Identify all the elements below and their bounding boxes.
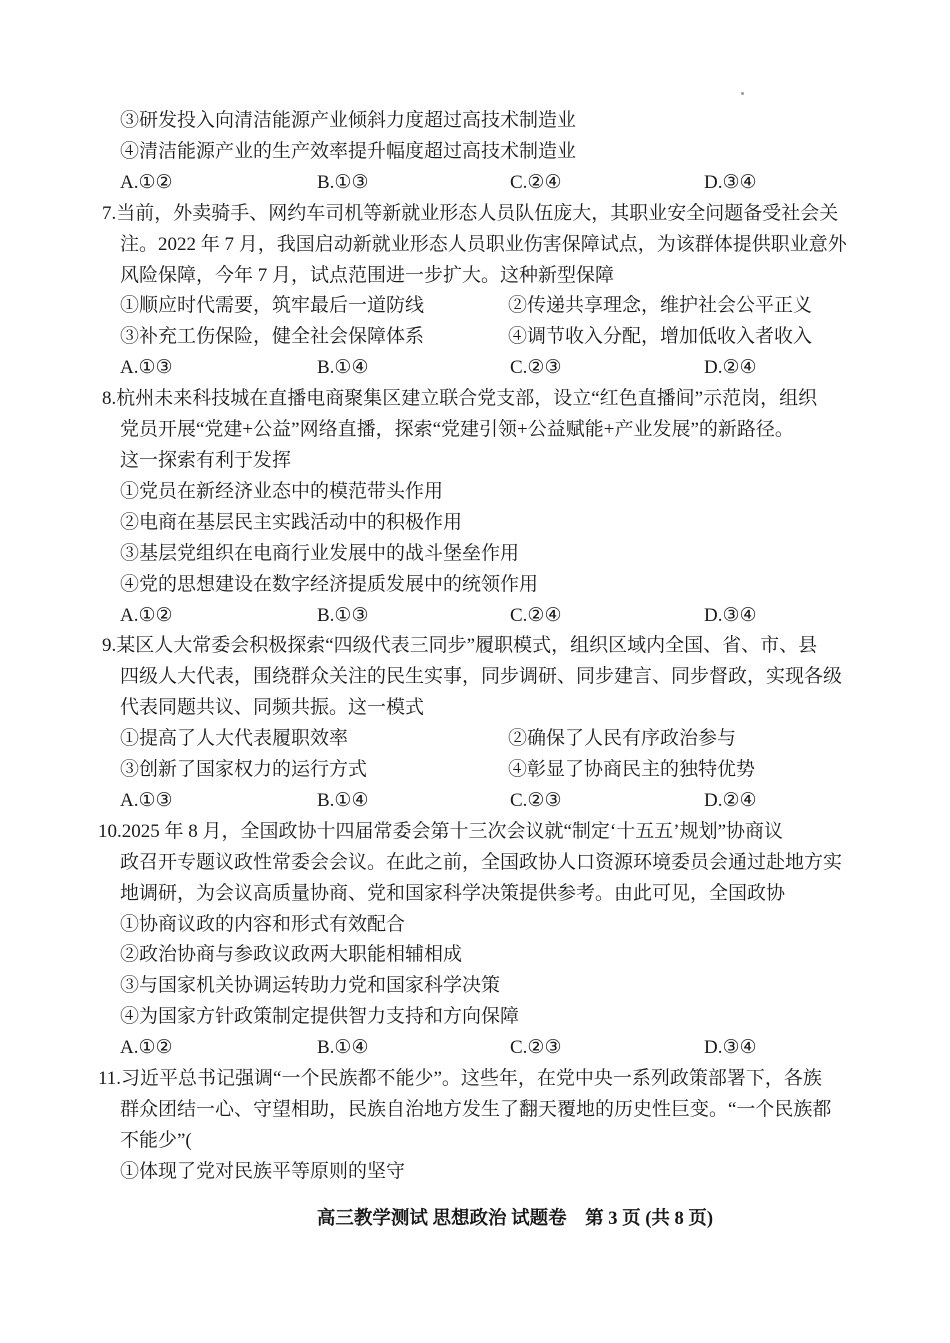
stem-line: 群众团结一心、守望相助，民族自治地方发生了翻天覆地的历史性巨变。“一个民族都 xyxy=(120,1099,832,1120)
stem-line: 四级人大代表，围绕群众关注的民生实事，同步调研、同步建言、同步督政，实现各级 xyxy=(120,666,843,688)
answer-option-c: C.②③ xyxy=(510,1037,562,1059)
answer-option-b: B.①④ xyxy=(317,1037,369,1059)
stem-line: 政召开专题议政性常委会会议。在此之前，全国政协人口资源环境委员会通过赴地方实 xyxy=(120,851,843,873)
answer-option-a: A.①③ xyxy=(120,789,173,811)
answer-row xyxy=(120,786,848,817)
page-footer: 高三教学测试 思想政治 试题卷 第 3 页 (共 8 页) xyxy=(316,1209,714,1229)
option-line: ②政治协商与参政议政两大职能相辅相成 xyxy=(120,944,463,966)
stem-line: 10.2025 年 8 月，全国政协十四届常委会第十三次会议就“制定‘十五五’规划”协商议 xyxy=(98,820,784,842)
option-1: ①顺应时代需要，筑牢最后一道防线 xyxy=(120,295,425,317)
answer-option-a: A.①② xyxy=(120,1037,173,1059)
answer-option-b: B.①③ xyxy=(317,171,369,193)
option-1: ①提高了人大代表履职效率 xyxy=(120,728,349,750)
answer-option-a: A.①③ xyxy=(120,357,173,379)
option-pair-row xyxy=(120,291,848,322)
answer-row xyxy=(120,168,848,199)
option-3: ③补充工伤保险，健全社会保障体系 xyxy=(120,326,425,348)
answer-row xyxy=(120,353,848,384)
option-line: ③与国家机关协调运转助力党和国家科学决策 xyxy=(120,975,501,997)
answer-option-b: B.①③ xyxy=(317,604,369,626)
question-7 xyxy=(102,199,848,384)
stem-line: 7.当前，外卖骑手、网约车司机等新就业形态人员队伍庞大，其职业安全问题备受社会关 xyxy=(102,202,839,224)
option-line: ④为国家方针政策制定提供智力支持和方向保障 xyxy=(120,1006,520,1028)
option-4: ④调节收入分配，增加低收入者收入 xyxy=(508,326,813,348)
exam-body xyxy=(98,106,848,1188)
scan-speck xyxy=(741,92,744,95)
answer-option-d: D.③④ xyxy=(704,604,757,626)
option-2: ②传递共享理念，维护社会公平正义 xyxy=(508,295,813,317)
answer-option-d: D.③④ xyxy=(704,171,757,193)
answer-option-d: D.③④ xyxy=(704,1037,757,1059)
answer-option-a: A.①② xyxy=(120,604,173,626)
option-line: ①党员在新经济业态中的模范带头作用 xyxy=(120,480,444,502)
option-2: ②确保了人民有序政治参与 xyxy=(508,728,737,750)
answer-option-b: B.①④ xyxy=(317,789,369,811)
option-line: ①体现了党对民族平等原则的坚守 xyxy=(120,1160,406,1182)
option-pair-row xyxy=(120,724,848,755)
question-9 xyxy=(102,631,848,816)
question-6 xyxy=(120,106,848,199)
stem-line: 注。2022 年 7 月，我国启动新就业形态人员职业伤害保障试点，为该群体提供职业意外 xyxy=(120,233,847,255)
answer-option-c: C.②③ xyxy=(510,789,562,811)
answer-row xyxy=(120,601,848,632)
answer-option-a: A.①② xyxy=(120,171,173,193)
answer-option-c: C.②④ xyxy=(510,171,562,193)
answer-option-d: D.②④ xyxy=(704,789,757,811)
answer-option-c: C.②③ xyxy=(510,357,562,379)
stem-line: 风险保障，今年 7 月，试点范围进一步扩大。这种新型保障 xyxy=(120,264,615,286)
option-line: ③研发投入向清洁能源产业倾斜力度超过高技术制造业 xyxy=(120,110,577,131)
stem-line: 不能少”( xyxy=(120,1129,192,1151)
stem-line: 地调研，为会议高质量协商、党和国家科学决策提供参考。由此可见，全国政协 xyxy=(120,882,786,904)
answer-option-d: D.②④ xyxy=(704,357,757,379)
answer-option-c: C.②④ xyxy=(510,604,562,626)
option-line: ②电商在基层民主实践活动中的积极作用 xyxy=(120,511,463,533)
option-4: ④彰显了协商民主的独特优势 xyxy=(508,759,756,781)
stem-line: 9.某区人大常委会积极探索“四级代表三同步”履职模式，组织区域内全国、省、市、县 xyxy=(102,635,818,657)
answer-row xyxy=(120,1033,848,1064)
stem-line: 代表同题共议、同频共振。这一模式 xyxy=(120,697,425,719)
stem-line: 11.习近平总书记强调“一个民族都不能少”。这些年，在党中央一系列政策部署下，各族 xyxy=(98,1068,822,1090)
question-10 xyxy=(98,817,848,1064)
stem-line: 这一探索有利于发挥 xyxy=(120,449,292,471)
option-pair-row xyxy=(120,322,848,353)
option-line: ①协商议政的内容和形式有效配合 xyxy=(120,913,406,935)
option-line: ④党的思想建设在数字经济提质发展中的统领作用 xyxy=(120,573,539,595)
stem-line: 党员开展“党建+公益”网络直播，探索“党建引领+公益赋能+产业发展”的新路径。 xyxy=(120,419,794,441)
question-8 xyxy=(102,384,848,631)
option-line: ③基层党组织在电商行业发展中的战斗堡垒作用 xyxy=(120,542,520,564)
option-line: ④清洁能源产业的生产效率提升幅度超过高技术制造业 xyxy=(120,140,577,162)
stem-line: 8.杭州未来科技城在直播电商聚集区建立联合党支部，设立“红色直播间”示范岗，组织 xyxy=(102,388,818,410)
answer-option-b: B.①④ xyxy=(317,357,369,379)
option-pair-row xyxy=(120,755,848,786)
option-3: ③创新了国家权力的运行方式 xyxy=(120,759,368,781)
question-11 xyxy=(98,1064,848,1188)
